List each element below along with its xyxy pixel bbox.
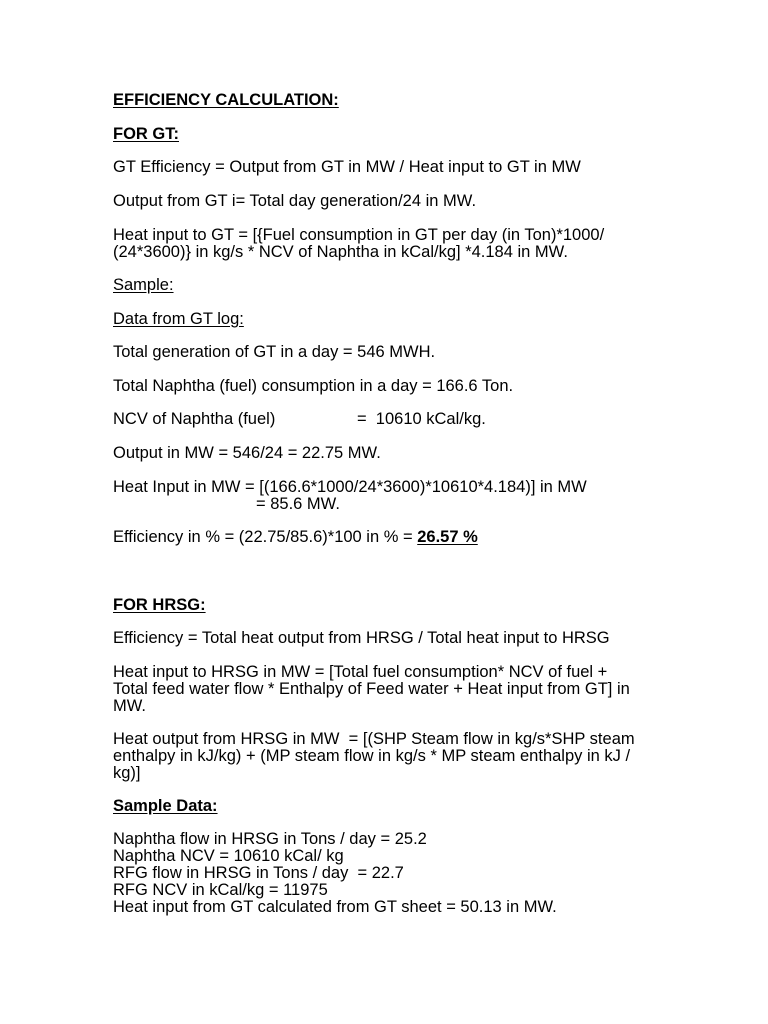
gt-heat-formula-line-1: Heat input to GT = [{Fuel consumption in GT per day (in Ton)*1000/ xyxy=(113,226,605,244)
gt-heat-input-line-1: Heat Input in MW = [(166.6*1000/24*3600)*10610*4.184)] in MW xyxy=(113,478,587,496)
hrsg-heat-input-line-3: MW. xyxy=(113,697,146,715)
hrsg-efficiency-formula: Efficiency = Total heat output from HRSG / Total heat input to HRSG xyxy=(113,629,610,647)
sample-data-line: RFG flow in HRSG in Tons / day = 22.7 xyxy=(113,864,404,882)
gt-efficiency-value: 26.57 % xyxy=(417,528,478,546)
hrsg-heat-output-line-2: enthalpy in kJ/kg) + (MP steam flow in kg/s * MP steam enthalpy in kJ / xyxy=(113,747,631,765)
sample-data-line: Naphtha flow in HRSG in Tons / day = 25.2 xyxy=(113,830,427,848)
hrsg-heat-output-line-3: kg)] xyxy=(113,764,141,782)
gt-efficiency-formula: GT Efficiency = Output from GT in MW / Heat input to GT in MW xyxy=(113,158,581,176)
gt-ncv-value: = 10610 kCal/kg. xyxy=(357,410,486,428)
gt-total-naphtha: Total Naphtha (fuel) consumption in a day = 166.6 Ton. xyxy=(113,377,514,395)
sample-data-line: RFG NCV in kCal/kg = 11975 xyxy=(113,881,328,899)
gt-heat-input-line-2: = 85.6 MW. xyxy=(256,495,340,513)
hrsg-heading: FOR HRSG: xyxy=(113,596,206,614)
hrsg-heat-output-line-1: Heat output from HRSG in MW = [(SHP Steam flow in kg/s*SHP steam xyxy=(113,730,635,748)
hrsg-sample-data-label: Sample Data: xyxy=(113,797,218,815)
document-title: EFFICIENCY CALCULATION: xyxy=(113,91,339,109)
sample-data-line: Naphtha NCV = 10610 kCal/ kg xyxy=(113,847,344,865)
gt-efficiency-result xyxy=(113,529,478,546)
hrsg-heat-input-line-1: Heat input to HRSG in MW = [Total fuel consumption* NCV of fuel + xyxy=(113,663,608,681)
gt-total-generation: Total generation of GT in a day = 546 MWH. xyxy=(113,343,436,361)
gt-ncv-row xyxy=(113,411,486,428)
gt-data-label: Data from GT log: xyxy=(113,310,244,328)
gt-output-mw: Output in MW = 546/24 = 22.75 MW. xyxy=(113,444,381,462)
gt-heading: FOR GT: xyxy=(113,125,179,143)
gt-heat-formula-line-2: (24*3600)} in kg/s * NCV of Naphtha in kCal/kg] *4.184 in MW. xyxy=(113,243,568,261)
gt-output-formula: Output from GT i= Total day generation/24 in MW. xyxy=(113,192,477,210)
gt-efficiency-text: Efficiency in % = (22.75/85.6)*100 in % = xyxy=(113,528,418,546)
gt-sample-label: Sample: xyxy=(113,276,174,294)
sample-data-line: Heat input from GT calculated from GT sheet = 50.13 in MW. xyxy=(113,898,557,916)
gt-ncv-label: NCV of Naphtha (fuel) xyxy=(113,410,276,428)
hrsg-heat-input-line-2: Total feed water flow * Enthalpy of Feed water + Heat input from GT] in xyxy=(113,680,630,698)
